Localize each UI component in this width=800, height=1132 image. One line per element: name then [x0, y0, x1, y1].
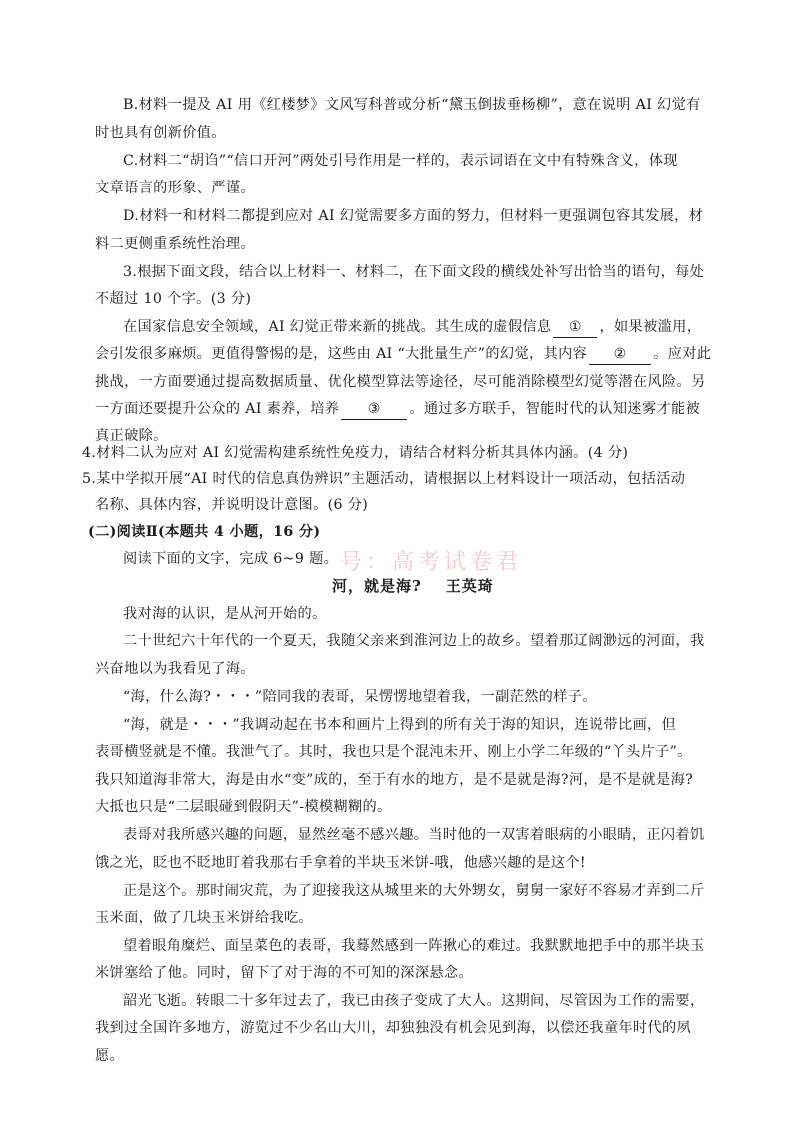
passage-line: 表哥对我所感兴趣的问题，显然丝毫不感兴趣。当时他的一双害着眼病的小眼睛，正闪着饥	[123, 827, 705, 843]
q3-passage-line-2	[95, 344, 711, 365]
question-5-line-2: 名称、具体内容，并说明设计意图。(6 分)	[95, 497, 369, 513]
passage-line: 愿。	[95, 1048, 125, 1064]
passage-line: “海，什么海?・・・”陪同我的表哥，呆愣愣地望着我，一副茫然的样子。	[123, 689, 597, 705]
q3-passage-text: 会引发很多麻烦。更值得警惕的是，这些由 AI “大批量生产”的幻觉，其内容	[95, 346, 588, 362]
passage-line: 大抵也只是“二层眼碰到假阴天”-模模糊糊的。	[95, 799, 392, 815]
q3-passage-text: 一方面还要提升公众的 AI 素养，培养	[95, 401, 340, 417]
essay-author: 王英琦	[445, 577, 494, 595]
passage-line: 我只知道海非常大，海是由水“变”成的，至于有水的地方，是不是就是海?河，是不是就是海?	[95, 772, 694, 788]
section-instruction: 阅读下面的文字，完成 6~9 题。	[123, 551, 339, 567]
passage-line: 兴奋地以为我看见了海。	[95, 661, 255, 677]
question-3-stem-line-1: 3.根据下面文段，结合以上材料一、材料二，在下面文段的横线处补写出恰当的语句，每处	[123, 264, 705, 280]
q3-passage-text: 。通过多方联手，智能时代的认知迷雾才能被	[409, 401, 701, 417]
q3-passage-text: 在国家信息安全领域，AI 幻觉正带来新的挑战。其生成的虚假信息	[123, 319, 552, 335]
essay-title	[332, 576, 494, 596]
option-d-line-1: D.材料一和材料二都提到应对 AI 幻觉需要多方面的努力，但材料一更强调包容其发展，材	[123, 208, 704, 224]
q3-passage-text: ，如果被滥用，	[599, 319, 702, 335]
passage-line: 韶光飞逝。转眼二十多年过去了，我已由孩子变成了大人。这期间，尽管因为工作的需要，	[123, 993, 705, 1009]
passage-line: 我到过全国许多地方，游览过不少名山大川，却独独没有机会见到海，以偿还我童年时代的夙	[95, 1020, 692, 1036]
question-3-stem-line-2: 不超过 10 个字。(3 分)	[95, 291, 252, 307]
option-c-line-1: C.材料二“胡诌”“信口开河”两处引号作用是一样的，表示词语在文中有特殊含义，体现	[123, 153, 678, 169]
question-5-line-1: 5.某中学拟开展“AI 时代的信息真伪辨识”主题活动，请根据以上材料设计一项活动，包括活动	[82, 471, 686, 487]
option-b-line-2: 时也具有创新价值。	[95, 125, 226, 141]
passage-line: “海，就是・・・”我调动起在书本和画片上得到的所有关于海的知识，连说带比画，但	[123, 717, 677, 733]
essay-title-text: 河，就是海?	[332, 577, 422, 595]
passage-line: 二十世纪六十年代的一个夏天，我随父亲来到淮河边上的故乡。望着那辽阔渺远的河面，我	[123, 633, 705, 649]
q3-passage-line-5: 真正破除。	[95, 428, 168, 444]
watermark: 号：高考试卷君	[340, 550, 523, 575]
passage-line: 正是这个。那时闹灾荒，为了迎接我这从城里来的大外甥女，舅舅一家好不容易才弄到二斤	[123, 883, 705, 899]
fill-blank-2[interactable]: ②	[589, 346, 651, 365]
passage-line: 表哥横竖就是不懂。我泄气了。其时，我也只是个混沌未开、刚上小学二年级的“丫头片子”。	[95, 744, 692, 760]
option-c-line-2: 文章语言的形象、严谨。	[95, 180, 255, 196]
option-b-line-1: B.材料一提及 AI 用《红楼梦》文风写科普或分析“黛玉倒拔垂杨柳”，意在说明 AI 幻觉有	[123, 97, 701, 113]
passage-line: 玉米面，做了几块玉米饼给我吃。	[95, 910, 314, 926]
option-d-line-2: 料二更侧重系统性治理。	[95, 236, 255, 252]
fill-blank-3[interactable]: ③	[341, 401, 407, 420]
section-heading: (二)阅读Ⅱ(本题共 4 小题，16 分)	[88, 524, 321, 540]
passage-line: 望着眼角糜烂、面呈菜色的表哥，我蓦然感到一阵揪心的难过。我默默地把手中的那半块玉	[123, 938, 705, 954]
passage-line: 米饼塞给了他。同时，留下了对于海的不可知的深深悬念。	[95, 965, 473, 981]
q3-passage-line-1	[123, 317, 701, 338]
passage-line: 饿之光，眨也不眨地盯着我那右手拿着的半块玉米饼-哦，他感兴趣的是这个!	[95, 855, 586, 871]
q3-passage-line-4	[95, 399, 700, 420]
fill-blank-1[interactable]: ①	[553, 319, 597, 338]
q3-passage-line-3: 挑战，一方面要通过提高数据质量、优化模型算法等途径，尽可能消除模型幻觉等潜在风险。另	[95, 374, 706, 390]
q3-passage-text: 。应对此	[653, 346, 712, 362]
passage-line: 我对海的认识，是从河开始的。	[123, 606, 327, 622]
question-4: 4.材料二认为应对 AI 幻觉需构建系统性免疫力，请结合材料分析其具体内涵。(4 分)	[82, 445, 629, 461]
